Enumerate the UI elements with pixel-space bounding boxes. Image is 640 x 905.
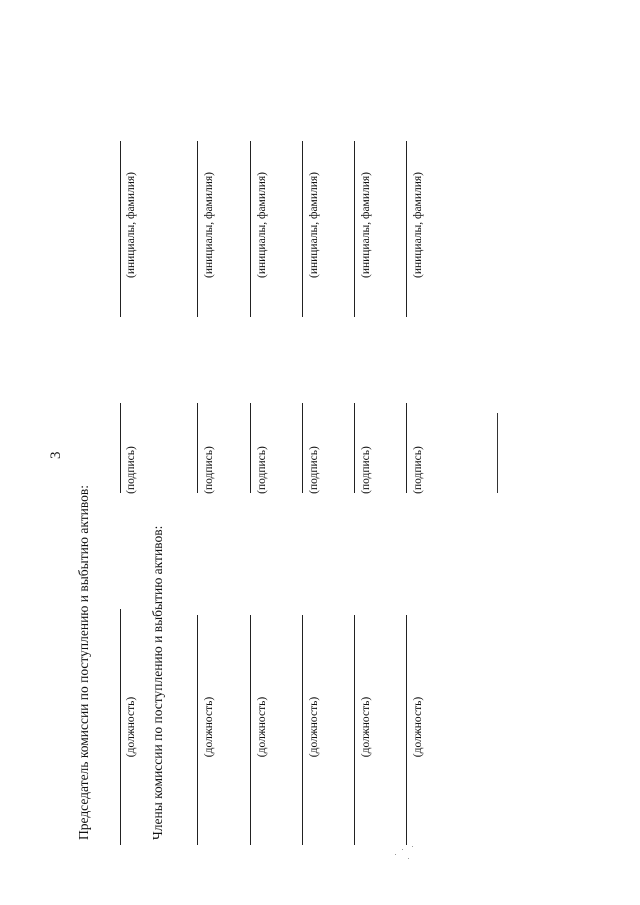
member-1-position-caption: (должность) — [203, 696, 215, 758]
member-1-position-line — [197, 615, 198, 845]
chair-name-caption: (инициалы, фамилия) — [125, 171, 137, 279]
member-3-name-caption: (инициалы, фамилия) — [308, 171, 320, 279]
closing-rule — [497, 413, 498, 493]
member-1-signature-line — [197, 403, 198, 493]
member-5-name-caption: (инициалы, фамилия) — [412, 171, 424, 279]
chair-heading: Председатель комиссии по поступлению и выбытию активов: — [76, 485, 91, 840]
member-2-position-caption: (должность) — [256, 696, 268, 758]
chair-position-line — [120, 609, 121, 845]
member-5-signature-caption: (подпись) — [412, 446, 424, 494]
member-3-signature-caption: (подпись) — [308, 446, 320, 494]
member-3-signature-line — [302, 403, 303, 493]
member-4-signature-line — [354, 403, 355, 493]
page-number: 3 — [48, 451, 64, 459]
member-5-signature-line — [406, 403, 407, 493]
member-2-name-caption: (инициалы, фамилия) — [256, 171, 268, 279]
member-1-name-line — [197, 141, 198, 317]
chair-signature-caption: (подпись) — [125, 446, 137, 494]
member-5-position-line — [406, 615, 407, 845]
scan-speck — [402, 849, 403, 850]
scan-speck — [412, 846, 413, 847]
member-2-position-line — [250, 615, 251, 845]
member-4-signature-caption: (подпись) — [360, 446, 372, 494]
member-2-signature-line — [250, 403, 251, 493]
member-3-position-caption: (должность) — [308, 696, 320, 758]
member-4-position-caption: (должность) — [360, 696, 372, 758]
member-3-name-line — [302, 141, 303, 317]
member-2-name-line — [250, 141, 251, 317]
members-heading: Члены комиссии по поступлению и выбытию активов: — [150, 525, 165, 840]
chair-name-line — [120, 141, 121, 317]
member-2-signature-caption: (подпись) — [256, 446, 268, 494]
member-4-name-caption: (инициалы, фамилия) — [360, 171, 372, 279]
scan-speck — [408, 858, 409, 859]
member-1-name-caption: (инициалы, фамилия) — [203, 171, 215, 279]
scan-speck — [395, 854, 396, 855]
chair-signature-line — [120, 403, 121, 493]
chair-position-caption: (должность) — [125, 696, 137, 758]
member-3-position-line — [302, 615, 303, 845]
member-4-name-line — [354, 141, 355, 317]
member-5-name-line — [406, 141, 407, 317]
member-1-signature-caption: (подпись) — [203, 446, 215, 494]
member-5-position-caption: (должность) — [412, 696, 424, 758]
member-4-position-line — [354, 615, 355, 845]
